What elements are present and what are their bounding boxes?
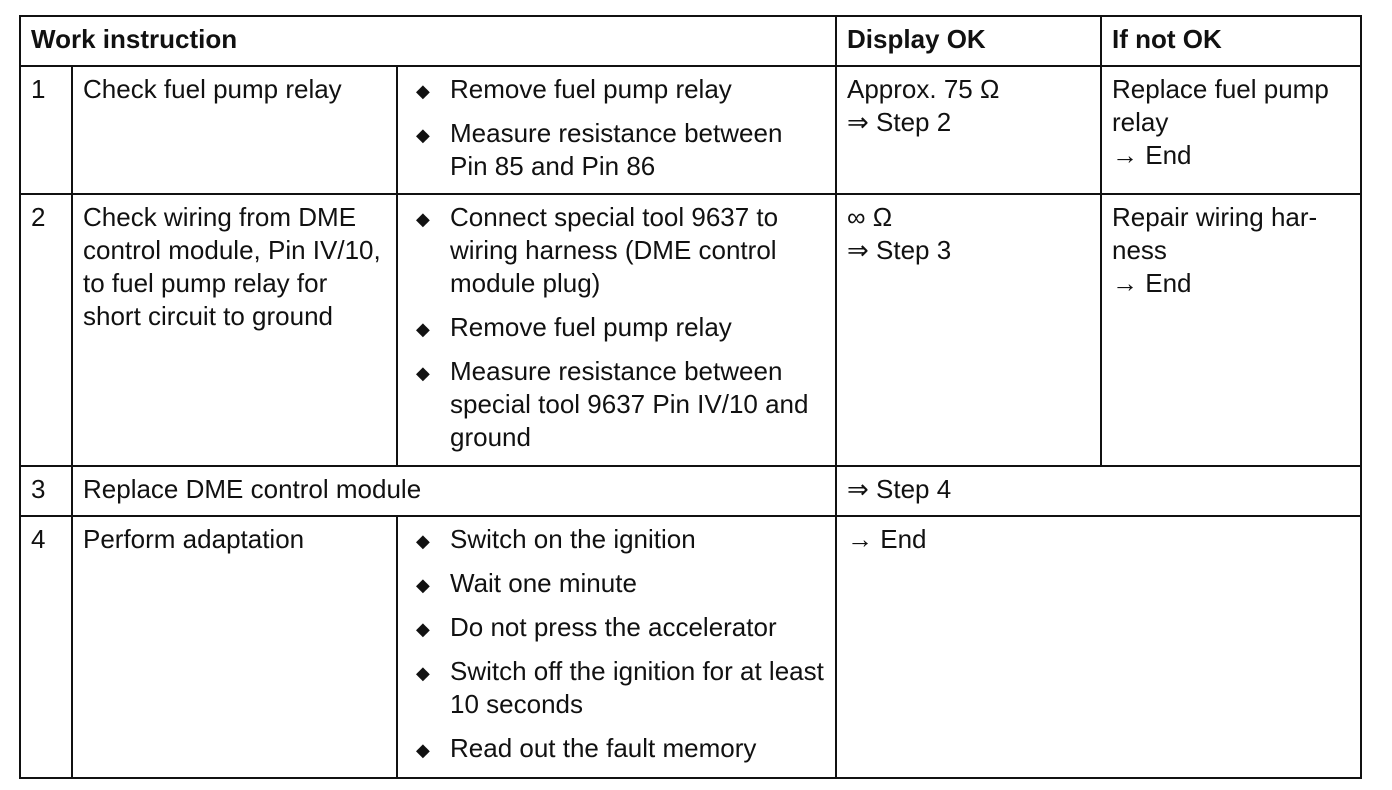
diamond-bullet-icon: ◆	[416, 740, 430, 760]
table-row	[20, 516, 1361, 778]
header-if-not-ok: If not OK	[1101, 16, 1361, 66]
diamond-bullet-icon: ◆	[416, 319, 430, 339]
header-work-instruction: Work instruction	[20, 16, 836, 66]
task-description: Check wiring from DME control module, Pin IV/10, to fuel pump relay for short circuit to ground	[72, 194, 397, 466]
if-not-ok-next: → End	[1112, 268, 1192, 298]
list-item: ◆ Measure resistance between special tool 9637 Pin IV/10 and ground	[416, 356, 809, 452]
header-row	[20, 16, 1361, 66]
if-not-ok-next: → End	[1112, 140, 1192, 170]
list-item: ◆ Switch on the ignition	[408, 523, 825, 556]
diamond-bullet-icon: ◆	[416, 125, 430, 145]
list-item: ◆ Connect special tool 9637 to wiring harness (DME control module plug)	[416, 202, 779, 298]
display-ok-next: ⇒ Step 3	[847, 235, 952, 265]
task-description: Replace DME control module	[72, 466, 836, 516]
list-item: ◆ Wait one minute	[408, 567, 825, 600]
header-display-ok: Display OK	[836, 16, 1101, 66]
display-ok-next: → End	[847, 524, 927, 554]
task-description: Check fuel pump relay	[72, 66, 397, 194]
display-ok-value: Approx. 75 Ω	[847, 74, 1000, 104]
step-number: 2	[20, 194, 72, 466]
diamond-bullet-icon: ◆	[416, 575, 430, 595]
step-number: 1	[20, 66, 72, 194]
if-not-ok-cell	[1101, 66, 1361, 194]
diamond-bullet-icon: ◆	[416, 81, 430, 101]
step-result: ⇒ Step 4	[836, 466, 1361, 516]
display-ok-cell	[836, 194, 1101, 466]
step-list-cell	[397, 66, 836, 194]
work-instruction-table	[19, 15, 1362, 779]
diamond-bullet-icon: ◆	[416, 363, 430, 383]
table-row	[20, 466, 1361, 516]
list-item: ◆ Measure resistance between Pin 85 and Pin 86	[416, 118, 783, 181]
step-list	[408, 523, 825, 765]
if-not-ok-cell	[1101, 194, 1361, 466]
step-list-cell	[397, 516, 836, 778]
table-row	[20, 194, 1361, 466]
table-row	[20, 66, 1361, 194]
step-list	[408, 201, 825, 454]
list-item: ◆ Switch off the ignition for at least 10 seconds	[416, 656, 824, 719]
step-list	[408, 73, 825, 183]
if-not-ok-action: Repair wiring har-ness	[1112, 202, 1318, 265]
diamond-bullet-icon: ◆	[416, 663, 430, 683]
task-description: Perform adaptation	[72, 516, 397, 778]
diamond-bullet-icon: ◆	[416, 531, 430, 551]
step-list-cell	[397, 194, 836, 466]
display-ok-next: ⇒ Step 2	[847, 107, 952, 137]
display-ok-cell	[836, 66, 1101, 194]
step-number: 3	[20, 466, 72, 516]
list-item: ◆ Remove fuel pump relay	[408, 73, 825, 106]
if-not-ok-action: Replace fuel pump relay	[1112, 74, 1329, 137]
list-item: ◆ Remove fuel pump relay	[408, 311, 825, 344]
list-item: ◆ Read out the fault memory	[408, 732, 825, 765]
diamond-bullet-icon: ◆	[416, 619, 430, 639]
diamond-bullet-icon: ◆	[416, 209, 430, 229]
step-number: 4	[20, 516, 72, 778]
list-item: ◆ Do not press the accelerator	[408, 611, 825, 644]
display-ok-cell	[836, 516, 1361, 778]
display-ok-value: ∞ Ω	[847, 202, 893, 232]
